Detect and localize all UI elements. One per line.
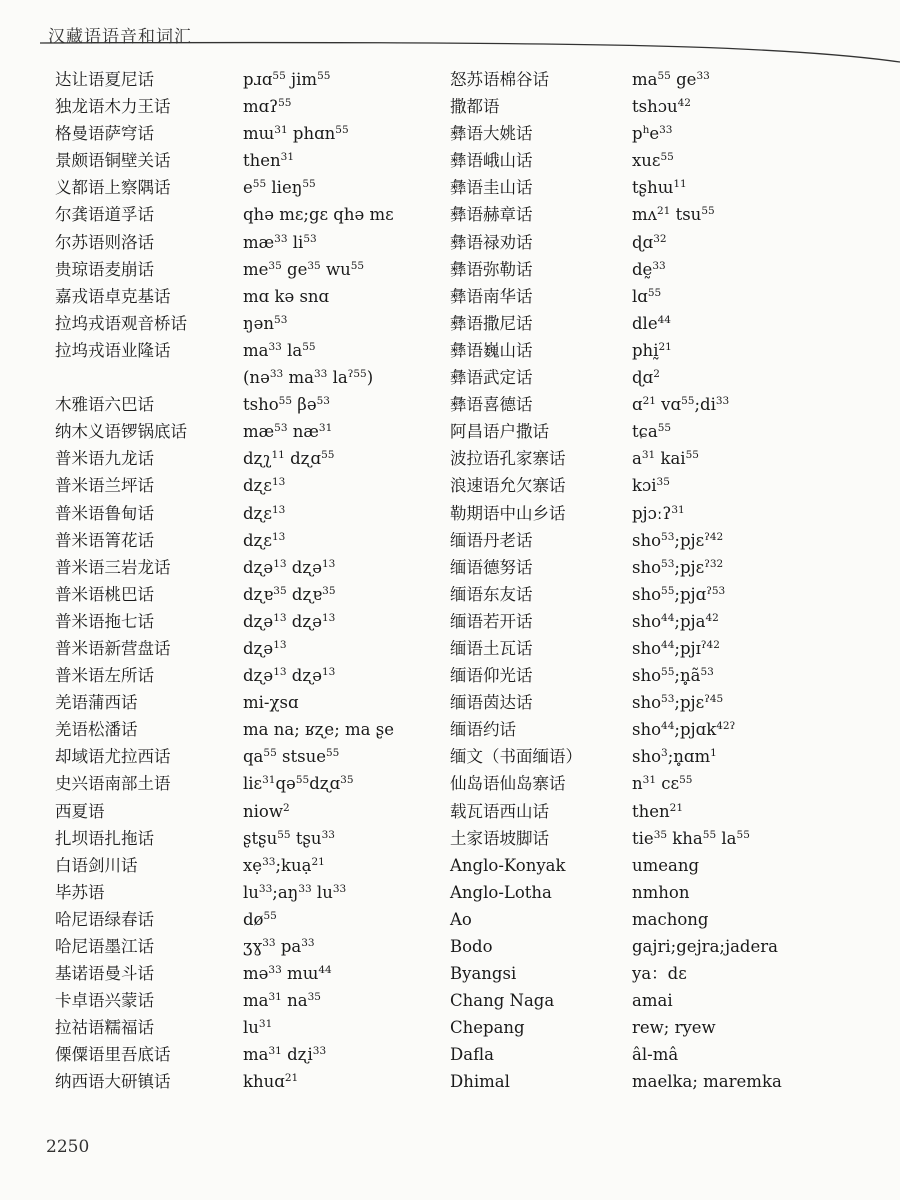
page-number: 2250 — [46, 1137, 90, 1157]
entry-row — [55, 743, 455, 770]
word-form: $dø^{55}$ — [243, 909, 277, 929]
word-form: $ma^{31}$ dʐi$^{33}$ — [243, 1045, 327, 1065]
language-name: 尔龚语道孚话 — [55, 205, 154, 225]
entry-row — [55, 960, 455, 987]
language-name: 缅语茵达话 — [450, 693, 533, 713]
entry-row — [55, 1068, 455, 1095]
entry-row — [450, 960, 850, 987]
entry-row — [55, 825, 455, 852]
language-name: 缅文（书面缅语） — [450, 747, 582, 767]
language-name: 彝语撒尼话 — [450, 313, 533, 333]
word-form: $qa^{55}$ stsue$^{55}$ — [243, 747, 340, 767]
word-form: xuɛ$^{55}$ — [632, 151, 674, 171]
entry-row — [55, 256, 455, 283]
language-name: 缅语仰光话 — [450, 666, 533, 686]
word-form: umeang — [632, 855, 700, 875]
right-column — [450, 66, 850, 1096]
word-form: mʌ$^{21}$ tsu$^{55}$ — [632, 205, 715, 225]
word-form: mɯ$^{31}$ phɑn$^{55}$ — [243, 124, 349, 144]
entry-row — [450, 798, 850, 825]
language-name: 彝语南华话 — [450, 286, 533, 306]
entry-row — [450, 770, 850, 797]
entry-row — [55, 798, 455, 825]
language-name: 土家语坡脚话 — [450, 828, 549, 848]
word-form: sho$^{55}$;pjɑ$^{ʔ53}$ — [632, 584, 726, 604]
entry-row — [450, 1068, 850, 1095]
entry-row — [55, 608, 455, 635]
word-form: qhə mɛ;gɛ qhə mɛ — [243, 205, 394, 225]
word-form: tsho$^{55}$ βə$^{53}$ — [243, 395, 330, 415]
entry-row — [450, 500, 850, 527]
language-name: 尔苏语则洛话 — [55, 232, 154, 252]
word-form: liɛ$^{31}$qə$^{55}$dʐɑ$^{35}$ — [243, 774, 354, 794]
language-name: Dafla — [450, 1045, 494, 1065]
language-name: 白语剑川话 — [55, 855, 138, 875]
entry-row — [55, 93, 455, 120]
word-form: $sho^{55};n̥ã^{53}$ — [632, 666, 714, 686]
word-form: dʐɛ$^{13}$ — [243, 503, 286, 523]
word-form: pɹɑ$^{55}$ jim$^{55}$ — [243, 70, 331, 89]
word-form: then$^{21}$ — [632, 801, 684, 821]
word-form: gajri;gejra;jadera — [632, 937, 778, 956]
language-name: 仙岛语仙岛寨话 — [450, 774, 566, 794]
word-form: $mæ^{53}$ $næ^{31}$ — [243, 422, 333, 442]
word-form: ʂtʂu$^{55}$ tʂu$^{33}$ — [243, 828, 335, 848]
language-name: Anglo-Konyak — [450, 855, 566, 875]
language-name: 彝语喜德话 — [450, 395, 533, 415]
language-name: 哈尼语墨江话 — [55, 937, 154, 956]
language-name: 缅语若开话 — [450, 611, 533, 631]
language-name: 西夏语 — [55, 801, 105, 821]
language-name: 缅语德努话 — [450, 557, 533, 577]
entry-row — [55, 933, 455, 960]
entry-row — [450, 987, 850, 1014]
word-form: sho$^{53}$;pjɛ$^{ʔ45}$ — [632, 693, 724, 713]
entry-row — [450, 201, 850, 228]
language-name: 普米语九龙话 — [55, 449, 154, 469]
word-form: sho$^{53}$;pjɛ$^{ʔ32}$ — [632, 557, 724, 577]
language-name: 彝语巍山话 — [450, 340, 533, 360]
language-name: 普米语左所话 — [55, 666, 154, 686]
language-name: 普米语三岩龙话 — [55, 557, 171, 577]
word-form: then$^{31}$ — [243, 151, 295, 171]
language-name: 缅语东友话 — [450, 584, 533, 604]
language-name: 独龙语木力王话 — [55, 97, 171, 117]
word-form: dle$^{44}$ — [632, 313, 671, 333]
word-form: mə$^{33}$ mɯ$^{44}$ — [243, 964, 332, 984]
language-name: 普米语鲁甸话 — [55, 503, 154, 523]
language-name: 缅语约话 — [450, 720, 516, 740]
language-name: 羌语松潘话 — [55, 720, 138, 740]
word-form: tshɔu$^{42}$ — [632, 97, 691, 117]
word-form: dʐə$^{13}$ — [243, 638, 287, 658]
word-form: $mæ^{33}$ $li^{53}$ — [243, 232, 317, 252]
word-form: ɖɑ$^2$ — [632, 368, 660, 388]
word-form: tɕa$^{55}$ — [632, 422, 672, 442]
language-name: 拉坞戎语观音桥话 — [55, 313, 187, 333]
language-name: 彝语武定话 — [450, 368, 533, 388]
word-form: $ma^{33}$ $la^{55}$ — [243, 340, 316, 360]
entry-row — [55, 906, 455, 933]
entry-row — [55, 472, 455, 499]
word-form: ma na; ʁʐe; ma ʂe — [243, 720, 394, 740]
language-name: 嘉戎语卓克基话 — [55, 286, 171, 306]
entry-row — [450, 879, 850, 906]
entry-row — [450, 825, 850, 852]
entry-row — [55, 147, 455, 174]
language-name: 怒苏语棉谷话 — [450, 70, 549, 89]
language-name: 普米语桃巴话 — [55, 584, 154, 604]
entry-row — [450, 445, 850, 472]
language-name: 彝语峨山话 — [450, 151, 533, 171]
left-column — [55, 66, 455, 1096]
word-form: âl-mâ — [632, 1045, 679, 1065]
entry-row — [55, 1041, 455, 1068]
language-name: 缅语土瓦话 — [450, 638, 533, 658]
language-name: Byangsi — [450, 964, 517, 984]
entry-row — [55, 689, 455, 716]
word-form: $ma^{55}$ $ge^{33}$ — [632, 70, 710, 89]
entry-row — [55, 635, 455, 662]
word-form: sho$^{44}$;pjɪ$^{ʔ42}$ — [632, 638, 720, 658]
language-name: 浪速语允欠寨话 — [450, 476, 566, 496]
language-name: Bodo — [450, 937, 493, 956]
word-form: nmhon — [632, 882, 690, 902]
entry-row — [55, 500, 455, 527]
entry-row — [55, 391, 455, 418]
entry-row — [450, 608, 850, 635]
entry-row — [450, 229, 850, 256]
entry-row — [450, 472, 850, 499]
language-name: Anglo-Lotha — [450, 882, 552, 902]
entry-row — [450, 554, 850, 581]
language-name: 彝语弥勒话 — [450, 259, 533, 279]
entry-row — [450, 1041, 850, 1068]
language-name: 扎坝语扎拖话 — [55, 828, 154, 848]
word-form: $a^{31}$ kai$^{55}$ — [632, 449, 699, 469]
language-name: 普米语箐花话 — [55, 530, 154, 550]
word-form: $e^{55}$ lieŋ$^{55}$ — [243, 178, 316, 198]
entry-row — [450, 174, 850, 201]
entry-row — [55, 364, 455, 391]
language-name: Ao — [450, 909, 472, 929]
word-form: mɑ kə snɑ — [243, 286, 330, 306]
word-form: mi-χsɑ — [243, 693, 299, 713]
word-form: $me^{35}$ $ge^{35}$ $wu^{55}$ — [243, 259, 365, 279]
language-name: 哈尼语绿春话 — [55, 909, 154, 929]
entry-row — [450, 527, 850, 554]
entry-row — [55, 716, 455, 743]
entry-row — [55, 879, 455, 906]
word-form: rew; ryew — [632, 1018, 716, 1038]
entry-row — [450, 581, 850, 608]
word-form: dʐə$^{13}$ dʐə$^{13}$ — [243, 611, 336, 631]
word-form: dʐə$^{13}$ dʐə$^{13}$ — [243, 666, 336, 686]
entry-row — [450, 1014, 850, 1041]
language-name: 贵琼语麦崩话 — [55, 259, 154, 279]
word-form: sho$^{53}$;pjɛ$^{ʔ42}$ — [632, 530, 724, 550]
word-form: tie$^{35}$ kha$^{55}$ $la^{55}$ — [632, 828, 750, 848]
word-form: machong — [632, 909, 709, 929]
language-name: 纳木义语锣锅底话 — [55, 422, 187, 442]
entry-row — [450, 310, 850, 337]
language-name: Chang Naga — [450, 991, 555, 1011]
language-name: 波拉语孔家寨话 — [450, 449, 566, 469]
entry-row — [450, 66, 850, 93]
entry-row — [55, 662, 455, 689]
word-form: lɑ$^{55}$ — [632, 286, 662, 306]
entry-row — [450, 716, 850, 743]
language-name: 景颇语铜壁关话 — [55, 151, 171, 171]
language-name: 卡卓语兴蒙话 — [55, 991, 154, 1011]
word-form: sho$^{44}$;pjɑk$^{42ʔ}$ — [632, 720, 736, 740]
word-form: ɖɑ$^{32}$ — [632, 232, 667, 252]
word-form: phḭ$^{21}$ — [632, 340, 672, 360]
header-rule — [40, 33, 900, 63]
word-form: niow$^2$ — [243, 801, 290, 821]
entry-row — [450, 689, 850, 716]
word-form: ŋən$^{53}$ — [243, 313, 288, 333]
running-header: 汉藏语语音和词汇 — [48, 27, 192, 47]
word-form: sho$^{44}$;pja$^{42}$ — [632, 611, 719, 631]
language-name: 纳西语大研镇话 — [55, 1072, 171, 1092]
entry-row — [55, 445, 455, 472]
entry-row — [55, 418, 455, 445]
entry-row — [55, 201, 455, 228]
entry-row — [450, 906, 850, 933]
language-name: 阿昌语户撒话 — [450, 422, 549, 442]
entry-row — [450, 743, 850, 770]
language-name: 史兴语南部土语 — [55, 774, 171, 794]
entry-row — [55, 1014, 455, 1041]
word-form: $ma^{31}$ $na^{35}$ — [243, 991, 321, 1011]
language-name: 毕苏语 — [55, 882, 105, 902]
entry-row — [55, 852, 455, 879]
entry-row — [55, 120, 455, 147]
language-name: 拉祜语糯福话 — [55, 1018, 154, 1038]
entry-row — [450, 391, 850, 418]
language-name: Dhimal — [450, 1072, 510, 1092]
word-form: dʐʅ$^{11}$ dʐɑ$^{55}$ — [243, 449, 335, 469]
language-name: 普米语新营盘话 — [55, 638, 171, 658]
entry-row — [450, 120, 850, 147]
entry-row — [55, 987, 455, 1014]
entry-row — [450, 418, 850, 445]
word-form: $lu^{31}$ — [243, 1018, 273, 1038]
entry-row — [450, 933, 850, 960]
language-name: 勒期语中山乡话 — [450, 503, 566, 523]
entry-row — [450, 364, 850, 391]
language-name: 格曼语萨穹话 — [55, 124, 154, 144]
word-form: ɑ$^{21}$ $vɑ^{55};di^{33}$ — [632, 395, 730, 415]
word-form: $p^he^{33}$ — [632, 124, 673, 144]
language-name: 彝语圭山话 — [450, 178, 533, 198]
entry-row — [450, 337, 850, 364]
word-form: tʂhɯ$^{11}$ — [632, 178, 687, 198]
entry-row — [450, 662, 850, 689]
language-name: 达让语夏尼话 — [55, 70, 154, 89]
word-form: $n^{31}$ cɛ$^{55}$ — [632, 774, 693, 794]
entry-row — [450, 256, 850, 283]
language-name: 基诺语曼斗话 — [55, 964, 154, 984]
entry-row — [55, 174, 455, 201]
language-name: 缅语丹老话 — [450, 530, 533, 550]
entry-row — [55, 66, 455, 93]
language-name: 木雅语六巴话 — [55, 395, 154, 415]
word-form: dʐə$^{13}$ dʐə$^{13}$ — [243, 557, 336, 577]
word-form: ʒɣ$^{33}$ $pa^{33}$ — [243, 937, 315, 956]
word-form: khuɑ$^{21}$ — [243, 1072, 299, 1092]
language-name: 义都语上察隅话 — [55, 178, 171, 198]
entry-row — [55, 554, 455, 581]
entry-row — [55, 229, 455, 256]
language-name: 彝语大姚话 — [450, 124, 533, 144]
word-form: amai — [632, 991, 673, 1011]
language-name: 载瓦语西山话 — [450, 801, 549, 821]
word-form: dʐɛ$^{13}$ — [243, 530, 286, 550]
word-form: ya：dɛ — [632, 964, 687, 984]
entry-row — [55, 337, 455, 364]
word-form: sho$^3$;n̥ɑm$^1$ — [632, 747, 717, 767]
word-form: mɑʔ$^{55}$ — [243, 97, 292, 117]
entry-row — [55, 283, 455, 310]
word-form: $lu^{33};aŋ^{33}$ $lu^{33}$ — [243, 882, 347, 902]
entry-row — [450, 147, 850, 174]
entry-row — [55, 310, 455, 337]
entry-row — [450, 93, 850, 120]
word-form: xẹ$^{33}$;kuạ$^{21}$ — [243, 855, 325, 875]
language-name: 却域语尤拉西话 — [55, 747, 171, 767]
entry-row — [55, 770, 455, 797]
word-form: (nə$^{33}$ $ma^{33}$ $la^{ʔ55}$) — [243, 368, 374, 388]
language-name: 傈僳语里吾底话 — [55, 1045, 171, 1065]
word-form: kɔi$^{35}$ — [632, 476, 670, 496]
language-name: 羌语蒲西话 — [55, 693, 138, 713]
entry-row — [450, 283, 850, 310]
language-name: 撒都语 — [450, 97, 500, 117]
language-name: 彝语赫章话 — [450, 205, 533, 225]
language-name: 普米语兰坪话 — [55, 476, 154, 496]
language-name: 彝语禄劝话 — [450, 232, 533, 252]
language-name: Chepang — [450, 1018, 525, 1038]
language-name: 拉坞戎语业隆话 — [55, 340, 171, 360]
word-form: dʐɐ$^{35}$ dʐɐ$^{35}$ — [243, 584, 336, 604]
word-form: maelka; maremka — [632, 1072, 782, 1092]
entry-row — [450, 852, 850, 879]
entry-row — [55, 527, 455, 554]
entry-row — [450, 635, 850, 662]
entry-row — [55, 581, 455, 608]
word-form: dḛ$^{33}$ — [632, 259, 666, 279]
word-form: dʐɛ$^{13}$ — [243, 476, 286, 496]
word-form: pjɔːʔ$^{31}$ — [632, 503, 685, 523]
language-name: 普米语拖七话 — [55, 611, 154, 631]
